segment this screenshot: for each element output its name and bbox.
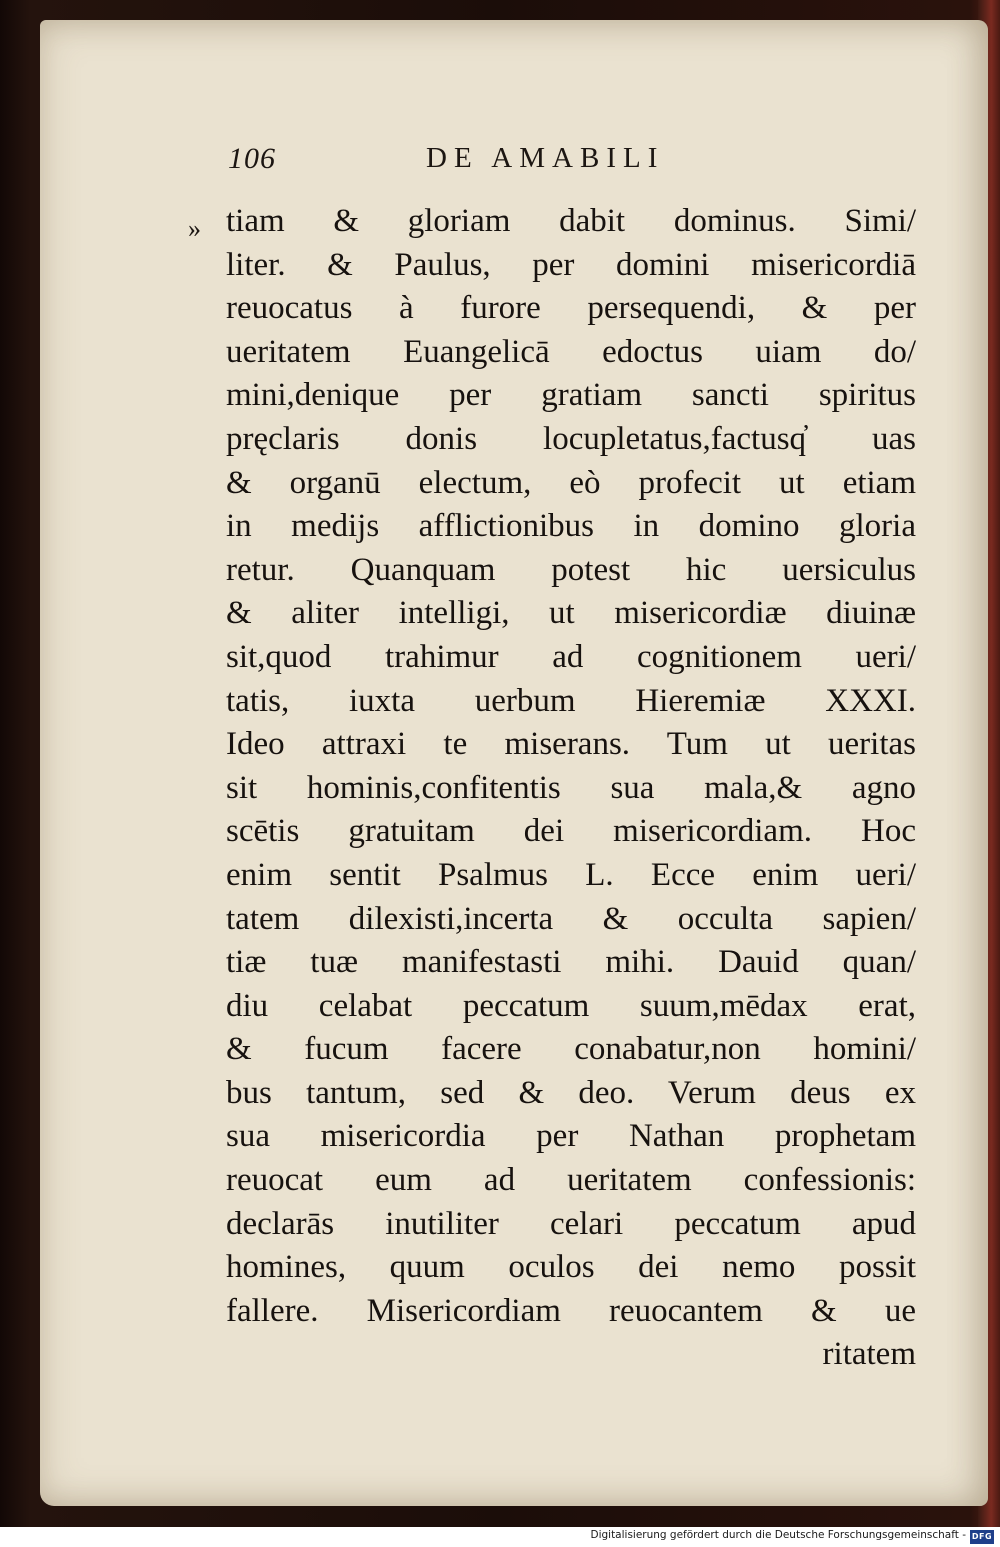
- text-line: tiæ tuæ manifestasti mihi. Dauid quan/: [226, 944, 916, 981]
- text-line: sit hominis,confitentis sua mala,& agno: [226, 769, 916, 806]
- text-line: & fucum facere conabatur,non homini/: [226, 1031, 916, 1068]
- text-line: pręclaris donis locupletatus,factusq̓ uas: [226, 420, 916, 457]
- text-line: bus tantum, sed & deo. Verum deus ex: [226, 1074, 916, 1111]
- text-line: homines, quum oculos dei nemo possit: [226, 1249, 916, 1286]
- text-line: ueritatem Euangelicā edoctus uiam do/: [226, 333, 916, 370]
- text-line: fallere. Misericordiam reuocantem & ue: [226, 1292, 916, 1329]
- catchword: ritatem: [822, 1336, 916, 1373]
- text-line: tiam & gloriam dabit dominus. Simi/: [226, 203, 916, 239]
- marginal-quote-mark: »: [188, 214, 201, 243]
- text-line: reuocatus à furore persequendi, & per: [226, 290, 916, 327]
- text-line: reuocat eum ad ueritatem confessionis:: [226, 1162, 916, 1199]
- running-head: [228, 140, 908, 184]
- text-line: enim sentit Psalmus L. Ecce enim ueri/: [226, 856, 916, 893]
- body-text: [226, 200, 916, 1377]
- text-line: in medijs afflictionibus in domino gloria: [226, 508, 916, 545]
- text-line: & organū electum, eò profecit ut etiam: [226, 464, 916, 501]
- text-line: liter. & Paulus, per domini misericordiā: [226, 246, 916, 283]
- page-number: 106: [228, 142, 276, 175]
- text-line: mini,denique per gratiam sancti spiritus: [226, 377, 916, 414]
- text-line: & aliter intelligi, ut misericordiæ diuinæ: [226, 595, 916, 632]
- text-line: retur. Quanquam potest hic uersiculus: [226, 551, 916, 588]
- footer-bar: [0, 1527, 1000, 1547]
- text-line: declarās inutiliter celari peccatum apud: [226, 1205, 916, 1242]
- text-line: scētis gratuitam dei misericordiam. Hoc: [226, 813, 916, 850]
- text-line: Ideo attraxi te miserans. Tum ut ueritas: [226, 726, 916, 763]
- text-line: tatis, iuxta uerbum Hieremiæ XXXI.: [226, 682, 916, 719]
- text-line: tatem dilexisti,incerta & occulta sapien/: [226, 900, 916, 937]
- funding-credit: Digitalisierung gefördert durch die Deutsche Forschungsgemeinschaft -: [590, 1529, 966, 1541]
- text-line: sit,quod trahimur ad cognitionem ueri/: [226, 638, 916, 675]
- text-line: diu celabat peccatum suum,mēdax erat,: [226, 987, 916, 1024]
- text-line: sua misericordia per Nathan prophetam: [226, 1118, 916, 1155]
- running-title: DE AMABILI: [426, 142, 665, 174]
- dfg-logo-icon: DFG: [970, 1530, 994, 1544]
